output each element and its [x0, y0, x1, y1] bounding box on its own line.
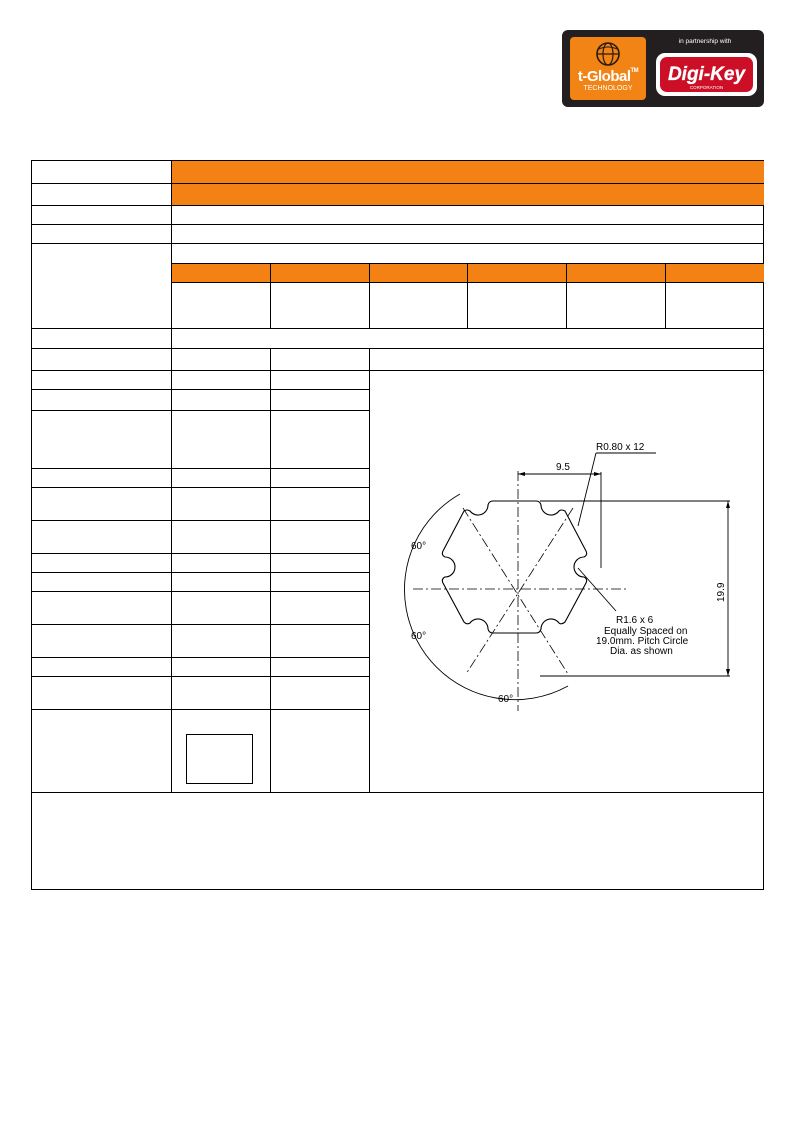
partner-text: in partnership with [678, 38, 732, 45]
width-dimension: 9.5 [556, 462, 570, 473]
digikey-corp: CORPORATION [689, 85, 724, 90]
brand-subtitle: TECHNOLOGY [583, 85, 633, 92]
corner-radius-label: R0.80 x 12 [596, 442, 645, 453]
note-line-3: 19.0mm. Pitch Circle [596, 636, 689, 647]
pad-outline [442, 501, 586, 633]
technical-drawing [398, 436, 738, 716]
logo-badge [562, 30, 764, 107]
note-line-1: R1.6 x 6 [616, 615, 654, 626]
digikey-wordmark: Digi-Key [667, 64, 746, 85]
sample-image-frame [186, 734, 253, 784]
t-global-logo [570, 37, 646, 100]
angle-label-2: 60° [411, 631, 427, 642]
angle-label-3: 60° [498, 694, 514, 705]
note-line-4: Dia. as shown [610, 646, 673, 657]
note-line-2: Equally Spaced on [604, 626, 688, 637]
globe-icon [595, 41, 621, 67]
digikey-logo [655, 52, 758, 97]
height-dimension: 19.9 [716, 582, 727, 602]
header-bar-1 [171, 161, 764, 183]
brand-name: t-Global™ [577, 68, 639, 85]
header-bar-2 [171, 184, 764, 205]
angle-label-1: 60° [411, 541, 427, 552]
